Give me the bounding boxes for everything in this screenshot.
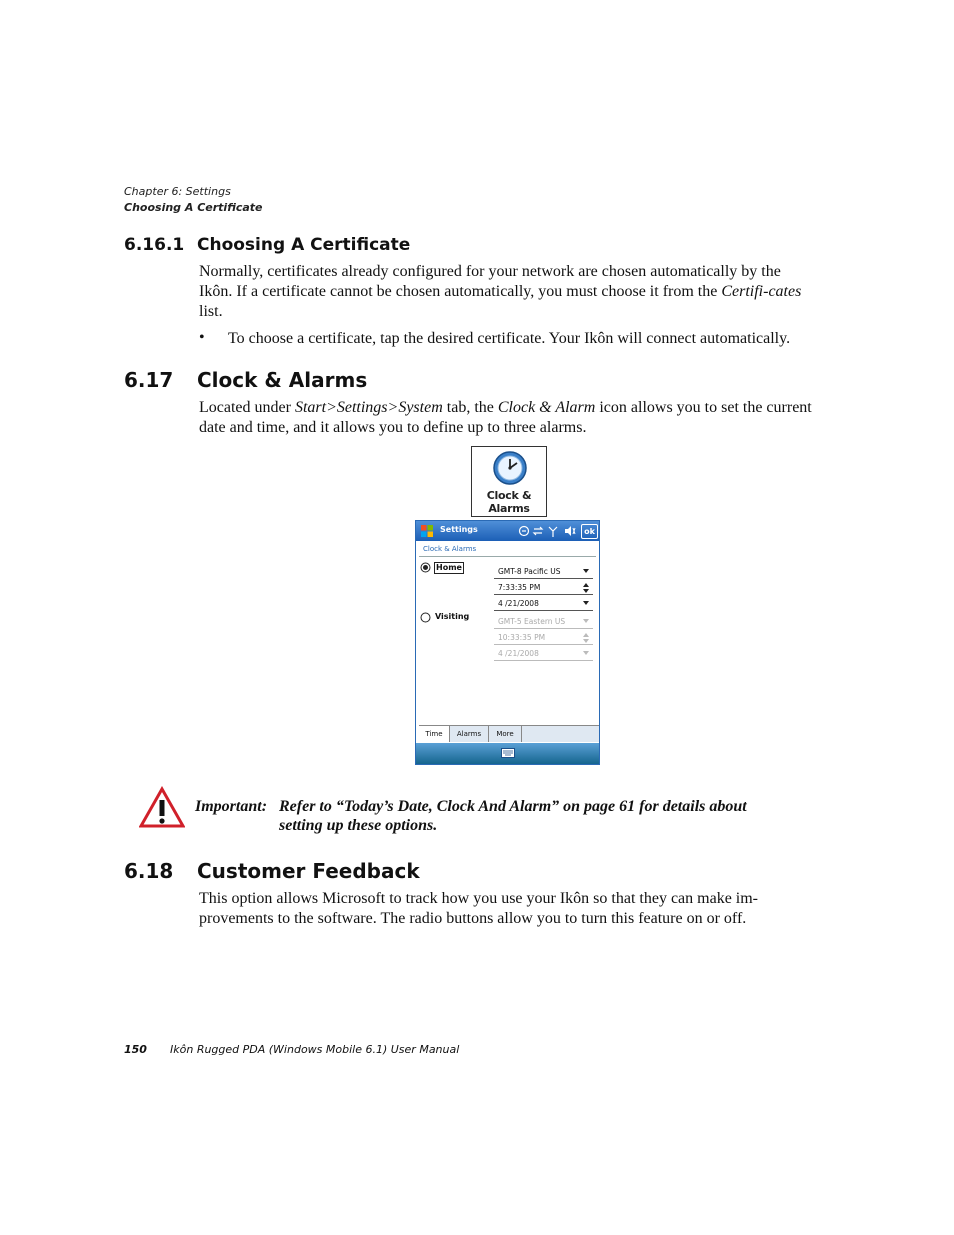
paragraph-certificates: Normally, certificates already configured for your network are chosen automatically by the Ikôn. If a certificate cannot be chosen automatically, you must choose it from the Certifi-cates list.	[199, 263, 802, 320]
phone-menu-bar	[416, 743, 599, 764]
home-label[interactable]: Home	[436, 563, 462, 572]
phone-divider	[419, 556, 596, 557]
important-text-line1: Refer to “Today’s Date, Clock And Alarm” on page 61 for details about	[279, 798, 747, 815]
chevron-up-icon	[583, 633, 589, 637]
visiting-timezone-select[interactable]: GMT-5 Eastern US	[494, 615, 593, 629]
bullet-item: To choose a certificate, tap the desired certificate. Your Ikôn will connect automatically.	[228, 330, 791, 347]
visiting-date-field[interactable]: 4 /21/2008	[494, 647, 593, 661]
paragraph-feedback: This option allows Microsoft to track how you use your Ikôn so that they can make im-provements to the software. The radio buttons allow you to turn this feature on or off.	[199, 890, 759, 927]
important-label: Important:	[195, 798, 268, 815]
running-header-chapter: Chapter 6: Settings	[124, 185, 231, 198]
heading-6-17	[124, 368, 524, 394]
important-text-line2: setting up these options.	[279, 817, 438, 834]
chevron-up-icon	[583, 583, 589, 587]
chevron-down-icon	[583, 569, 589, 573]
icon-label-line2: Alarms	[488, 502, 530, 515]
phone-title-bar	[416, 521, 599, 541]
clock-icon	[492, 450, 528, 486]
sync-arrows-icon[interactable]	[532, 525, 544, 537]
phone-title: Settings	[440, 525, 478, 534]
home-date-field[interactable]: 4 /21/2008	[494, 597, 593, 611]
heading-6-18	[124, 859, 524, 885]
phone-subtitle: Clock & Alarms	[423, 545, 477, 553]
home-time-field[interactable]: 7:33:35 PM	[494, 581, 593, 595]
icon-label-line1: Clock &	[486, 489, 532, 502]
connectivity-icon[interactable]	[518, 525, 530, 537]
tab-time[interactable]: Time	[419, 726, 450, 742]
heading-title: Choosing A Certificate	[197, 235, 411, 255]
home-radio-button[interactable]	[420, 562, 431, 573]
phone-screenshot	[415, 520, 600, 765]
heading-title: Clock & Alarms	[197, 368, 368, 392]
phone-tab-strip	[419, 725, 599, 742]
heading-number: 6.18	[124, 859, 174, 883]
chevron-down-icon	[583, 601, 589, 605]
heading-number: 6.17	[124, 368, 174, 392]
paragraph-clock: Located under Start>Settings>System tab, the Clock & Alarm icon allows you to set the current date and time, and it allows you to define up to three alarms.	[199, 399, 812, 436]
volume-icon[interactable]	[564, 525, 576, 537]
chevron-down-icon	[583, 619, 589, 623]
bullet-marker: •	[199, 329, 205, 346]
heading-6-16-1	[124, 235, 524, 257]
warning-icon	[139, 786, 185, 828]
visiting-radio-button[interactable]	[420, 612, 431, 623]
heading-number: 6.16.1	[124, 235, 185, 255]
keyboard-icon[interactable]	[501, 748, 515, 758]
home-timezone-select[interactable]: GMT-8 Pacific US	[494, 565, 593, 579]
chevron-down-icon	[583, 589, 589, 593]
signal-icon[interactable]	[547, 525, 559, 537]
ok-button[interactable]: ok	[581, 524, 598, 539]
heading-title: Customer Feedback	[197, 859, 420, 883]
tab-more[interactable]: More	[489, 726, 522, 742]
chevron-down-icon	[583, 651, 589, 655]
footer-title: Ikôn Rugged PDA (Windows Mobile 6.1) User Manual	[170, 1043, 460, 1056]
clock-alarms-icon-figure	[471, 446, 547, 517]
visiting-label[interactable]: Visiting	[435, 612, 470, 621]
windows-start-icon[interactable]	[420, 524, 434, 538]
visiting-time-field[interactable]: 10:33:35 PM	[494, 631, 593, 645]
running-header-section: Choosing A Certificate	[124, 201, 263, 214]
footer-page-number: 150	[124, 1043, 147, 1056]
tab-alarms[interactable]: Alarms	[450, 726, 489, 742]
chevron-down-icon	[583, 639, 589, 643]
